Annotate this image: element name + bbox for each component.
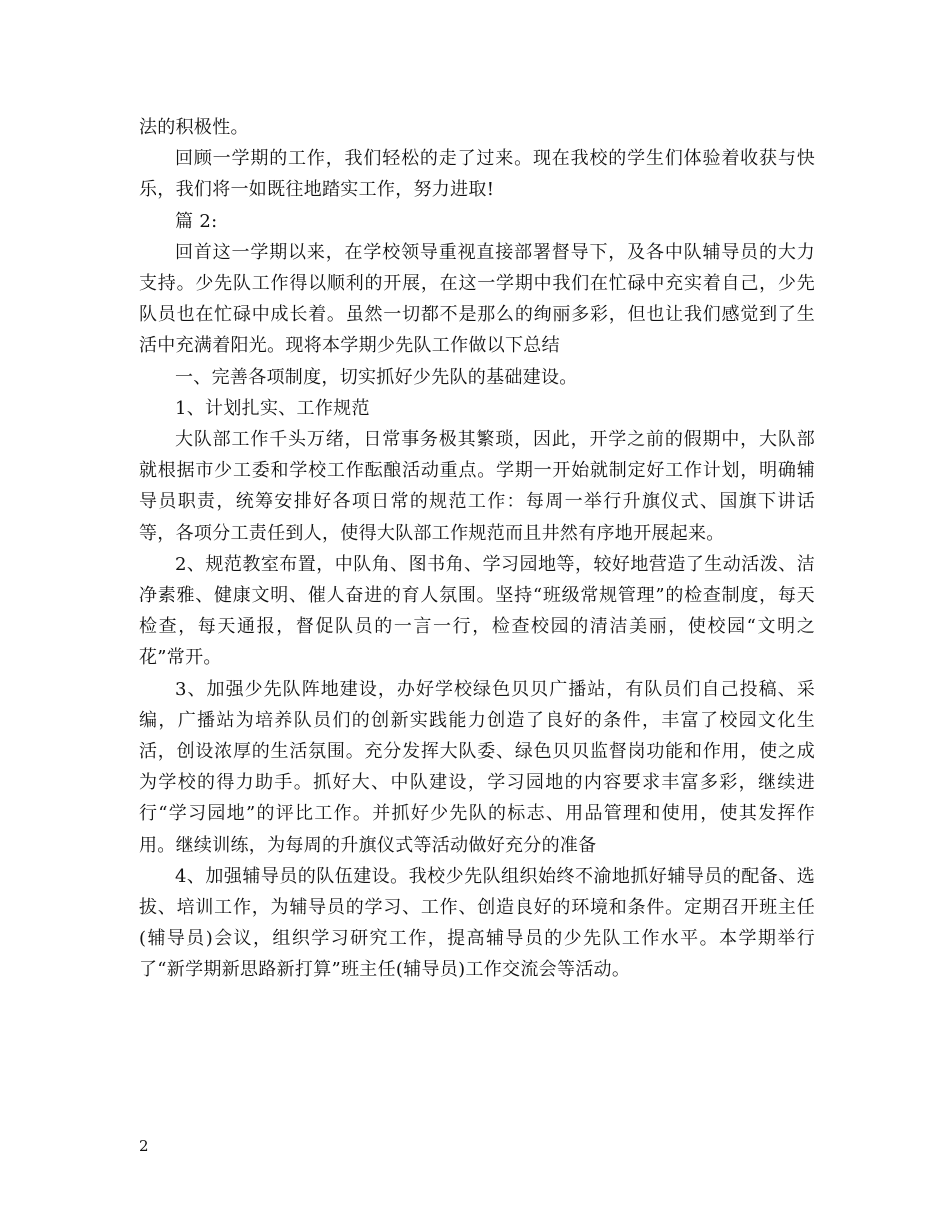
paragraph: 2、规范教室布置，中队角、图书角、学习园地等，较好地营造了生动活泼、洁净素雅、健康文明、催人奋进的育人氛围。坚持“班级常规管理”的检查制度，每天检查，每天通报，督促队员的一言一行，检查校园的清洁美丽，使校园“文明之花”常开。: [139, 553, 815, 669]
section-heading: 篇 2:: [175, 210, 218, 232]
paragraph: 回顾一学期的工作，我们轻松的走了过来。现在我校的学生们体验着收获与快乐，我们将一如既往地踏实工作，努力进取!: [139, 148, 815, 201]
document-body: [139, 112, 815, 986]
paragraph: 3、加强少先队阵地建设，办好学校绿色贝贝广播站，有队员们自己投稿、采编，广播站为培养队员们的创新实践能力创造了良好的条件，丰富了校园文化生活，创设浓厚的生活氛围。充分发挥大队委、绿色贝贝监督岗功能和作用，使之成为学校的得力助手。抓好大、中队建设，学习园地的内容要求丰富多彩，继续进行“学习园地”的评比工作。并抓好少先队的标志、用品管理和使用，使其发挥作用。继续训练，为每周的升旗仪式等活动做好充分的准备: [139, 678, 815, 856]
paragraph: 大队部工作千头万绪，日常事务极其繁琐，因此，开学之前的假期中，大队部就根据市少工委和学校工作酝酿活动重点。学期一开始就制定好工作计划，明确辅导员职责，统筹安排好各项日常的规范工作：每周一举行升旗仪式、国旗下讲话等，各项分工责任到人，使得大队部工作规范而且井然有序地开展起来。: [139, 429, 815, 544]
subsection-heading: 1、计划扎实、工作规范: [175, 397, 370, 419]
paragraph: 回首这一学期以来，在学校领导重视直接部署督导下，及各中队辅导员的大力支持。少先队工作得以顺利的开展，在这一学期中我们在忙碌中充实着自己，少先队员也在忙碌中成长着。虽然一切都不是那么的绚丽多彩，但也让我们感觉到了生活中充满着阳光。现将本学期少先队工作做以下总结: [139, 241, 815, 357]
paragraph: 4、加强辅导员的队伍建设。我校少先队组织始终不渝地抓好辅导员的配备、选拔、培训工作，为辅导员的学习、工作、创造良好的环境和条件。定期召开班主任(辅导员)会议，组织学习研究工作，提高辅导员的少先队工作水平。本学期举行了“新学期新思路新打算”班主任(辅导员)工作交流会等活动。: [139, 865, 815, 981]
section-heading: 一、完善各项制度，切实抓好少先队的基础建设。: [175, 366, 578, 388]
paragraph: 法的积极性。: [139, 117, 249, 138]
page-number: 2: [139, 1137, 149, 1155]
